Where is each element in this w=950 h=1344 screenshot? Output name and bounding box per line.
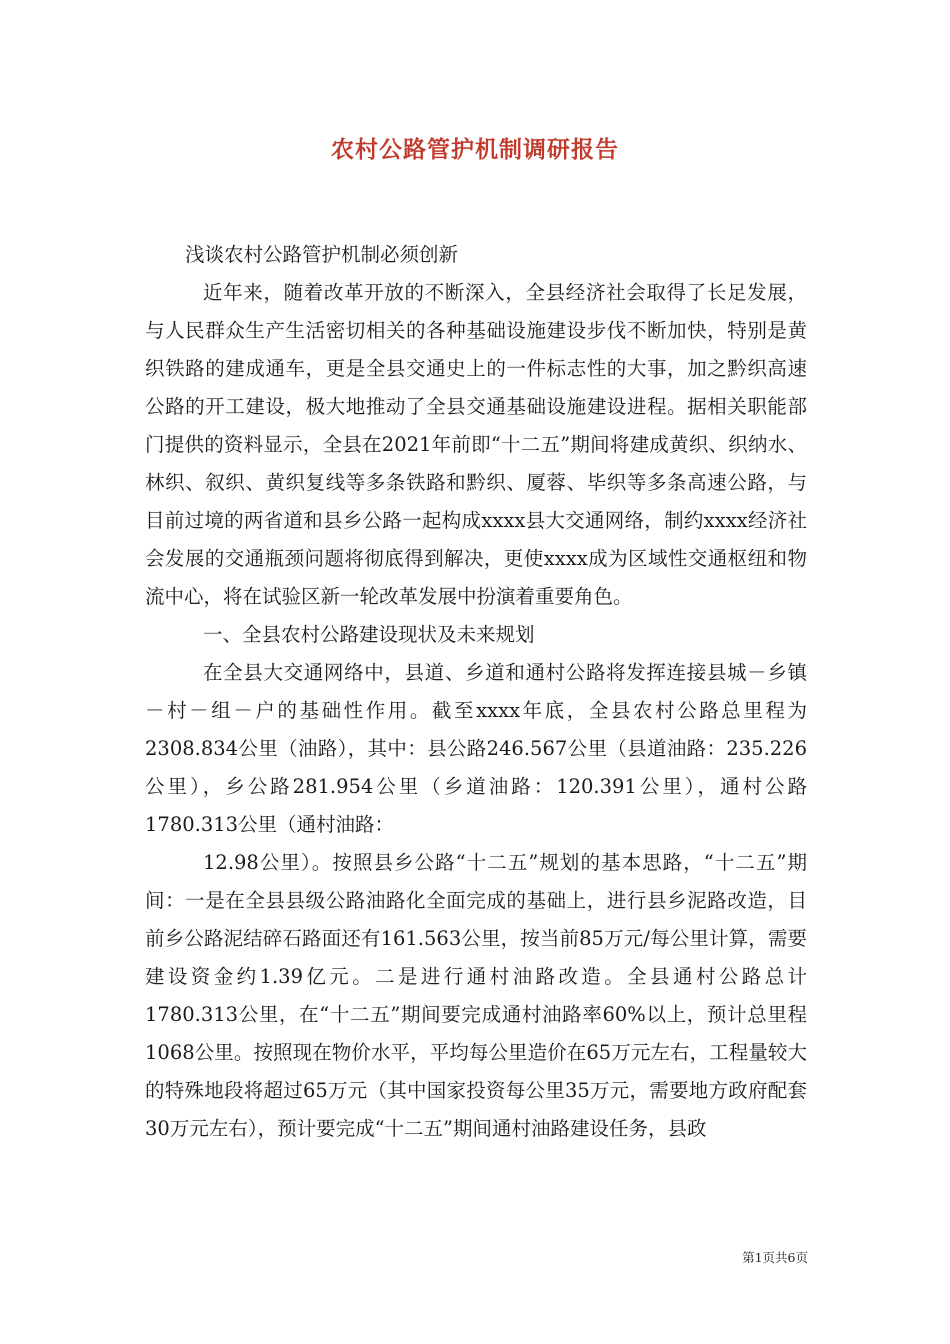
page-number: 第1页共6页 xyxy=(742,1250,808,1265)
paragraph-intro: 近年来，随着改革开放的不断深入，全县经济社会取得了长足发展，与人民群众生产生活密切相关的各种基础设施建设步伐不断加快，特别是黄织铁路的建成通车，更是全县交通史上的一件标志性的大事，加之黔织高速公路的开工建设，极大地推动了全县交通基础设施建设进程。据相关职能部门提供的资料显示，全县在2021年前即“十二五”期间将建成黄织、织纳水、林织、叙织、黄织复线等多条铁路和黔织、厦蓉、毕织等多条高速公路，与目前过境的两省道和县乡公路一起构成xxxx县大交通网络，制约xxxx经济社会发展的交通瓶颈问题将彻底得到解决，更使xxxx成为区域性交通枢纽和物流中心，将在试验区新一轮改革发展中扮演着重要角色。 xyxy=(145,281,807,608)
document-subtitle: 浅谈农村公路管护机制必须创新 xyxy=(185,243,459,266)
section-heading: 一、全县农村公路建设现状及未来规划 xyxy=(203,623,535,646)
document-body xyxy=(145,236,807,1148)
paragraph-plan: 12.98公里）。按照县乡公路“十二五”规划的基本思路，“十二五”期间：一是在全县县级公路油路化全面完成的基础上，进行县乡泥路改造，目前乡公路泥结碎石路面还有161.563公里，按当前85万元/每公里计算，需要建设资金约1.39亿元。二是进行通村油路改造。全县通村公路总计1780.313公里，在“十二五”期间要完成通村油路率60%以上，预计总里程1068公里。按照现在物价水平，平均每公里造价在65万元左右，工程量较大的特殊地段将超过65万元（其中国家投资每公里35万元，需要地方政府配套30万元左右），预计要完成“十二五”期间通村油路建设任务，县政 xyxy=(145,851,807,1140)
paragraph-status: 在全县大交通网络中，县道、乡道和通村公路将发挥连接县城－乡镇－村－组－户的基础性作用。截至xxxx年底，全县农村公路总里程为2308.834公里（油路），其中：县公路246.567公里（县道油路：235.226公里），乡公路281.954公里（乡道油路：120.391公里），通村公路1780.313公里（通村油路： xyxy=(145,661,807,836)
page-title: 农村公路管护机制调研报告 xyxy=(331,136,619,163)
